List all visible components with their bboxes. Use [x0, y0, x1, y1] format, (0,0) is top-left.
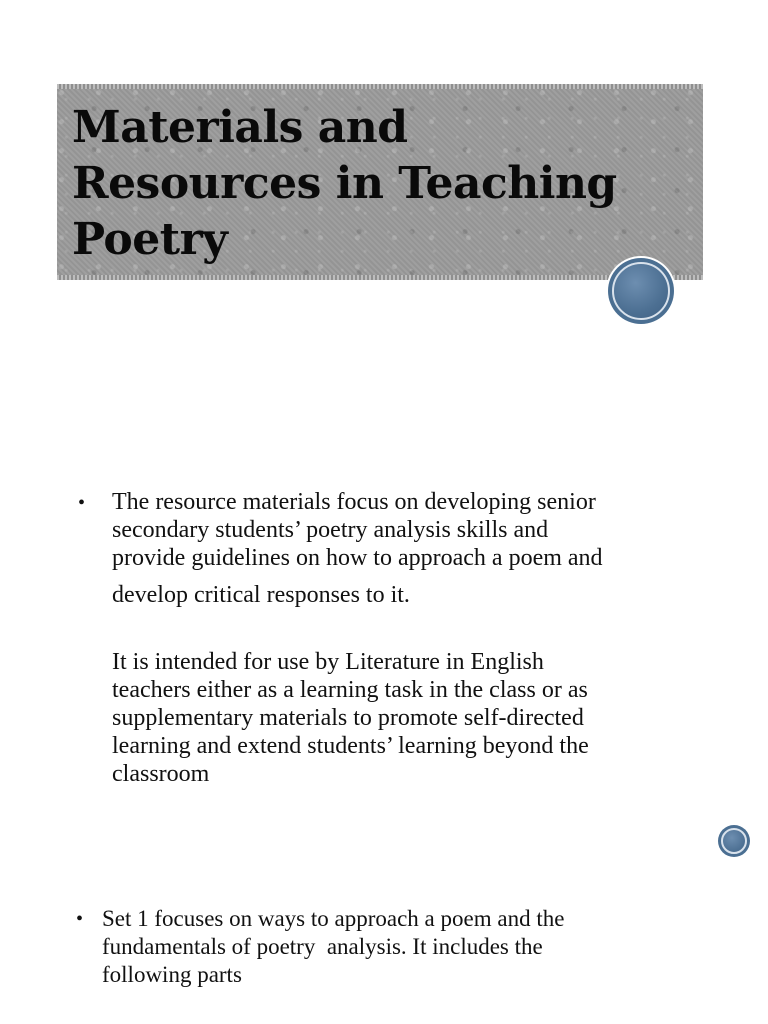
slide-title: [72, 100, 697, 268]
paragraph-line: teachers either as a learning task in the class or as: [112, 677, 588, 703]
paragraph-line: classroom: [112, 761, 210, 787]
bullet-line: Set 1 focuses on ways to approach a poem and the: [102, 906, 565, 931]
bullet-line: following parts: [102, 962, 242, 987]
bullet-line: fundamentals of poetry analysis. It includes the: [102, 934, 543, 959]
paragraph-line: supplementary materials to promote self-directed: [112, 705, 584, 731]
paragraph-line: It is intended for use by Literature in English: [112, 649, 544, 675]
bullet-line: secondary students’ poetry analysis skills and: [112, 517, 549, 543]
title-banner: [57, 84, 703, 280]
bullet-line: develop critical responses to it.: [112, 582, 410, 608]
decorative-circle-small-icon: [718, 825, 750, 857]
bullet-line: The resource materials focus on developing senior: [112, 489, 596, 515]
paragraph-line: learning and extend students’ learning beyond the: [112, 733, 589, 759]
title-line-1: Materials and: [72, 102, 408, 153]
title-line-2: Resources in Teaching: [72, 158, 617, 209]
bullet-line: provide guidelines on how to approach a poem and: [112, 545, 603, 571]
bullet-icon: •: [78, 492, 86, 514]
title-line-3: Poetry: [72, 214, 228, 265]
bullet-text: [112, 488, 724, 609]
bullet-text: [102, 905, 742, 989]
decorative-circle-icon: [606, 256, 676, 326]
bullet-icon: •: [76, 908, 84, 930]
paragraph-intended-use: [112, 648, 724, 788]
